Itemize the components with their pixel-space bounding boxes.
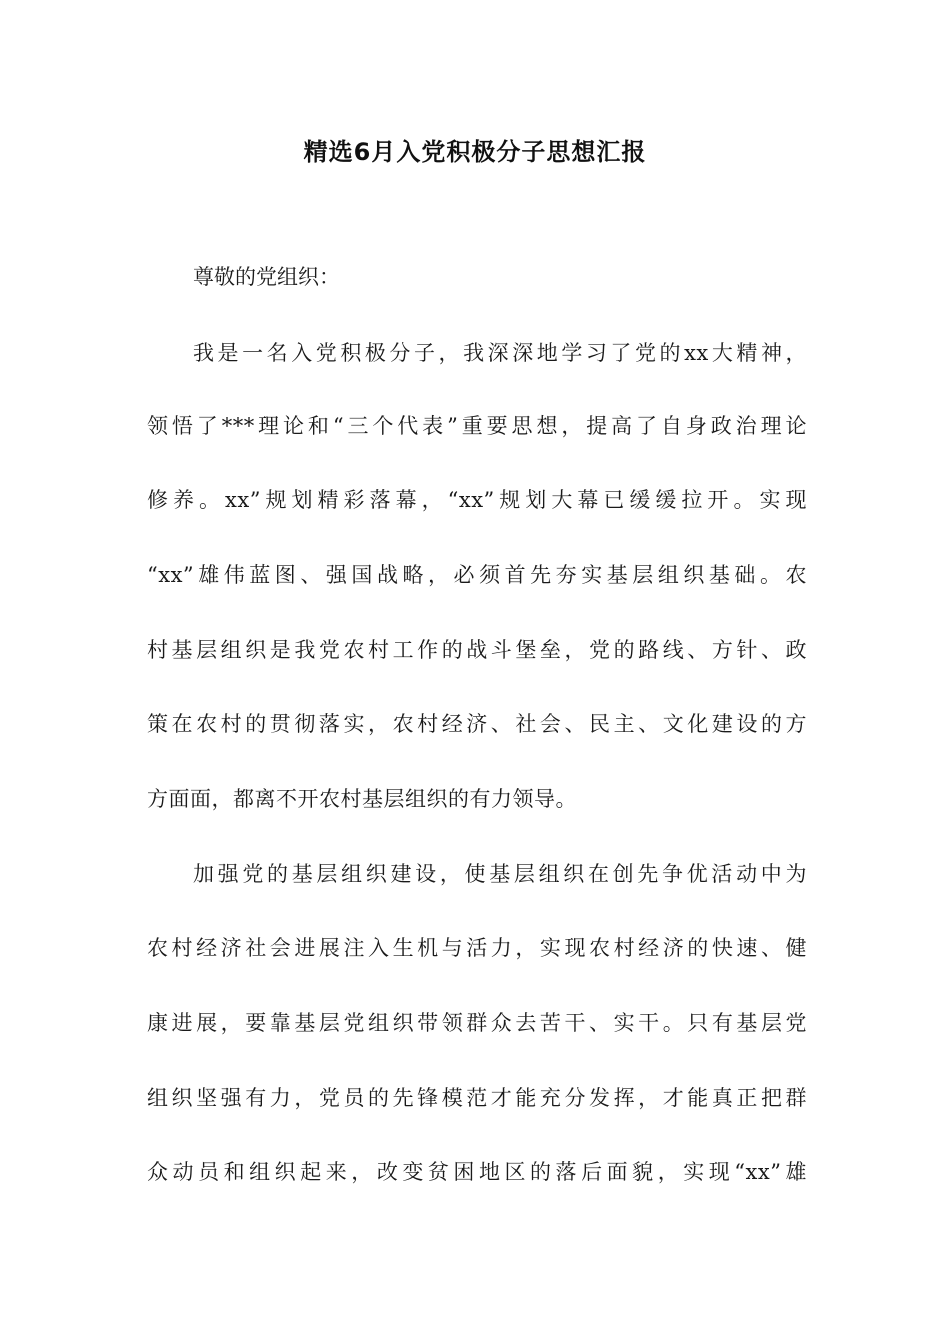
paragraph-2-line-5: 众动员和组织起来，改变贫困地区的落后面貌，实现“xx”雄 <box>147 1160 807 1184</box>
paragraph-1-line-1: 我是一名入党积极分子，我深深地学习了党的xx大精神， <box>193 341 807 365</box>
paragraph-2-line-1: 加强党的基层组织建设，使基层组织在创先争优活动中为 <box>193 862 807 886</box>
paragraph-1-line-4: “xx”雄伟蓝图、强国战略，必须首先夯实基层组织基础。农 <box>147 563 807 587</box>
document-title: 精选6月入党积极分子思想汇报 <box>303 138 647 166</box>
paragraph-2-line-2: 农村经济社会进展注入生机与活力，实现农村经济的快速、健 <box>147 936 807 960</box>
paragraph-2-line-3: 康进展，要靠基层党组织带领群众去苦干、实干。只有基层党 <box>147 1011 807 1035</box>
paragraph-1-line-7: 方面面，都离不开农村基层组织的有力领导。 <box>147 787 577 811</box>
salutation: 尊敬的党组织： <box>193 265 340 289</box>
paragraph-1-line-2: 领悟了***理论和“三个代表”重要思想，提高了自身政治理论 <box>147 414 807 438</box>
paragraph-1-line-6: 策在农村的贯彻落实，农村经济、社会、民主、文化建设的方 <box>147 712 807 736</box>
paragraph-1-line-5: 村基层组织是我党农村工作的战斗堡垒，党的路线、方针、政 <box>147 638 807 662</box>
paragraph-1-line-3: 修养。xx”规划精彩落幕，“xx”规划大幕已缓缓拉开。实现 <box>147 488 807 512</box>
paragraph-2-line-4: 组织坚强有力，党员的先锋模范才能充分发挥，才能真正把群 <box>147 1086 807 1110</box>
